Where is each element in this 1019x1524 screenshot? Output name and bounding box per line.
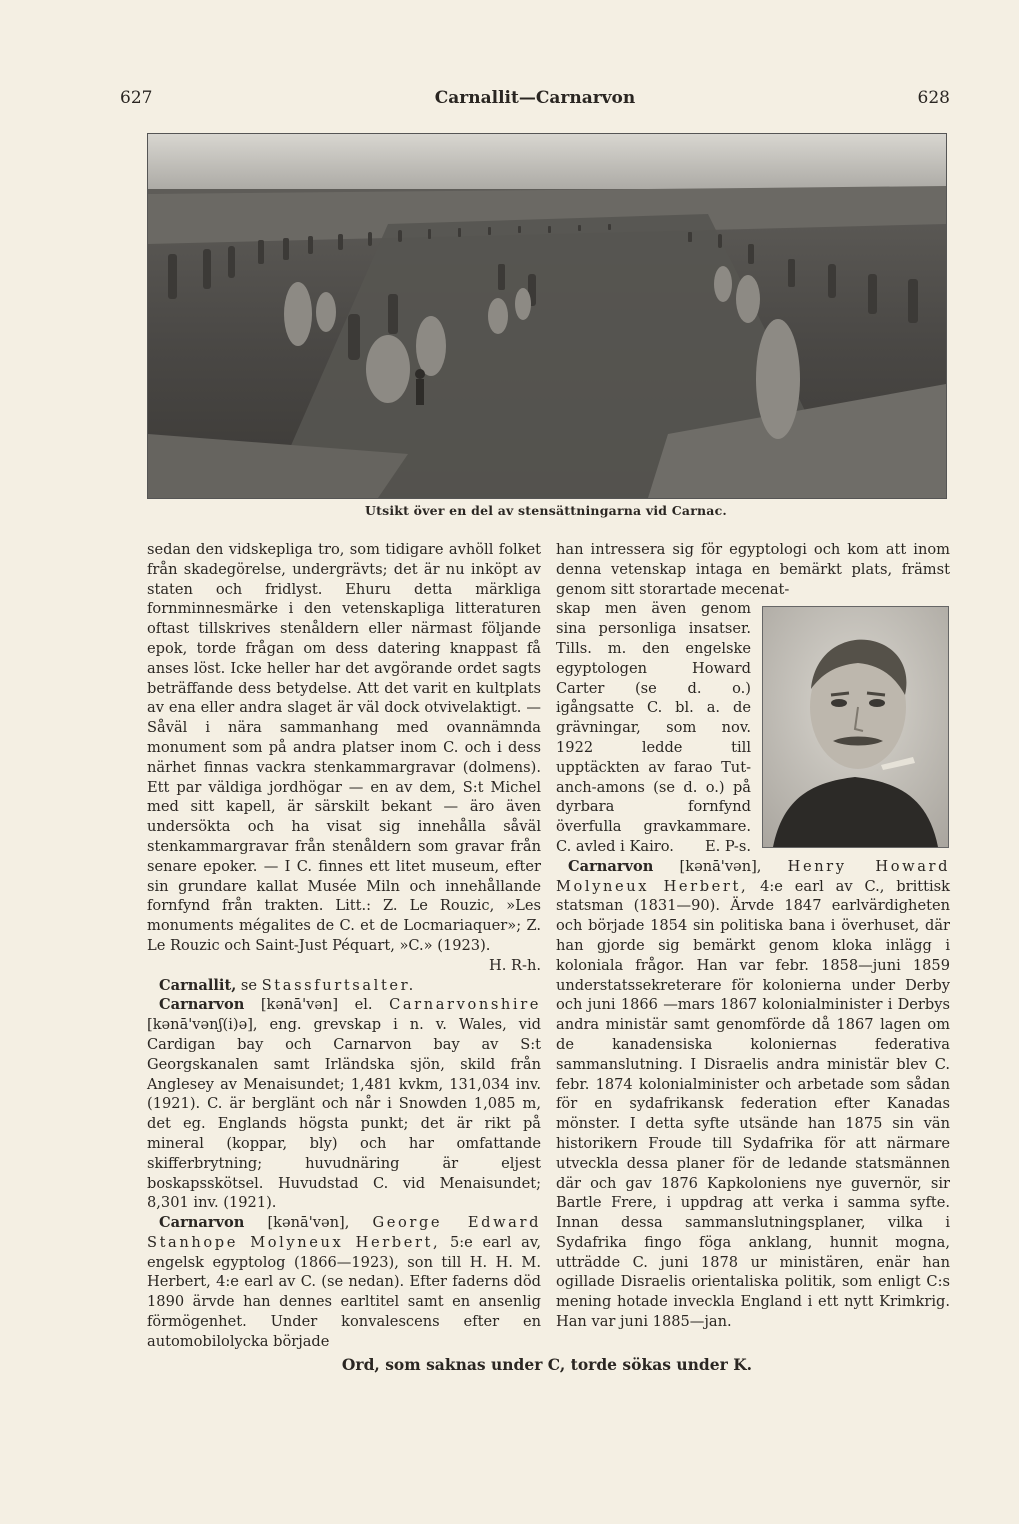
page-number-right: 628 bbox=[917, 88, 950, 108]
entry-carnarvon-4th-earl: Carnarvon [kənā'vən], Henry Howard Molyneux Herbert, 4:e earl av C., brittisk statsman (1831—90). Ärvde 1847 earlvärdigheten och började 1854 sin politiska bana i överhuset, där han gjorde sig bemärkt genom kloka inlägg i koloniala frågor. Han var febr. 1858—juni 1859 understatssekreterare för kolonierna under Derby och juni 1866 —mars 1867 kolonialminister i Derbys andra ministär samt genomförde då 1867 lagen om de kanadensiska koloniernas federativa sammanslutning. I Disraelis andra ministär blev C. febr. 1874 kolonialminister och arbetade som sådan för en sydafrikansk federation efter Kanadas mönster. I detta syfte utsände han 1875 sin vän historikern Froude till Sydafrika för att närmare utveckla dessa planer för de ledande statsmännen där och gav 1876 Kapkoloniens nye guvernör, sir Bartle Frere, i uppdrag att verka i samma syfte. Innan dessa sammanslutningsplaner, vilka i Sydafrika fingo föga anklang, hunnit mogna, utträdde C. juni 1878 ur ministären, enär han ogillade Disraelis orientaliska politik, som enligt C:s mening hotade inveckla England i ett nytt Krimkrig. Han var juni 1885—jan. bbox=[556, 857, 951, 1331]
page-number-left: 627 bbox=[120, 88, 153, 108]
carnarvon-5th-earl-wrap: skap men även genom sina personliga insatser. Tills. m. den engelske egyptologen Howard Carter (se d. o.) igångsatte C. bl. a. de grävningar, som nov. 1922 ledde till upptäckten av farao Tut-anch-amons (se d. o.) på dyrbara fornfynd överfulla gravkammare. C. avled i Kairo. E. P-s. bbox=[556, 600, 751, 855]
carnac-continued-text: sedan den vidskepliga tro, som tidigare avhöll folket från skadegörelse, undergrävts; det är nu inköpt av staten och fridlyst. Ehuru detta märkliga fornminnesmärke i den vetenskapliga litteraturen oftast tillskrives stenåldern eller närmast följande epok, torde frågan om dess datering knappast få anses löst. Icke heller har det avgörande ordet sagts beträffande dess betydelse. Att det varit en kultplats av ena eller andra slaget är väl dock otvivelaktigt. — Såväl i nära sammanhang med ovannämnda monument som på andra platser inom C. och i dess närhet finnas vackra stenkammargravar (dolmens). Ett par väldiga jordhögar — en av dem, S:t Michel med sitt kapell, är särskilt bekant — äro även undersökta och ha visat sig innehålla såväl stenkammargravar från stenåldern som gravar från senare epoker. — I C. finnes ett litet museum, efter sin grundare kallat Musée Miln och innehållande fornfynd från trakten. Litt.: Z. Le Rouzic, »Les monuments mégalites de C. et de Locmariaquer»; Z. Le Rouzic och Saint-Just Péquart, »C.» (1923). H. R-h. bbox=[147, 541, 541, 974]
carnarvon-5th-earl-continued: han intressera sig för egyptologi och kom att inom denna vetenskap intaga en bemärkt plats, främst genom sitt storartade mecenat- bbox=[556, 541, 950, 598]
portrait-photo bbox=[762, 606, 949, 848]
figure-caption: Utsikt över en del av stensättningarna vid Carnac. bbox=[365, 503, 727, 518]
author-signature-2: E. P-s. bbox=[704, 837, 751, 855]
entry-carnarvon-5th-earl: Carnarvon [kənā'vən], George Edward Stanhope Molyneux Herbert, 5:e earl av, engelsk egyptolog (1866—1923), son till H. H. M. Herbert, 4:e earl av C. (se nedan). Efter faderns död 1890 ärvde han dennes earltitel samt en ansenlig förmögenhet. Under konvalescens efter en automobilolycka började bbox=[147, 1214, 542, 1350]
running-title: Carnallit—Carnarvon bbox=[434, 88, 636, 108]
page-header bbox=[120, 88, 950, 118]
author-signature: H. R-h. bbox=[489, 956, 541, 974]
entry-carnarvon-county: Carnarvon [kənā'vən] el. Carnarvonshire [kənā'vənʃ(i)ə], eng. grevskap i n. v. Wales, vid Cardigan bay och Carnarvon bay av S:t Georgskanalen samt Irländska sjön, skild från Anglesey av Menaisundet; 1,481 kvkm, 131,034 inv. (1921). C. är berglänt och når i Snowden 1,085 m, det eg. Englands högsta punkt; det är rikt på mineral (koppar, bly) och har omfattande skifferbrytning; huvudnäring är eljest boskapsskötsel. Huvudstad C. vid Menaisundet; 8,301 inv. (1921). bbox=[147, 996, 542, 1212]
entry-carnallit: Carnallit, se Stassfurtsalter. bbox=[159, 976, 416, 994]
carnac-stones-photo bbox=[147, 133, 947, 499]
footer-note: Ord, som saknas under C, torde sökas under K. bbox=[341, 1355, 753, 1374]
left-column bbox=[147, 540, 541, 1352]
